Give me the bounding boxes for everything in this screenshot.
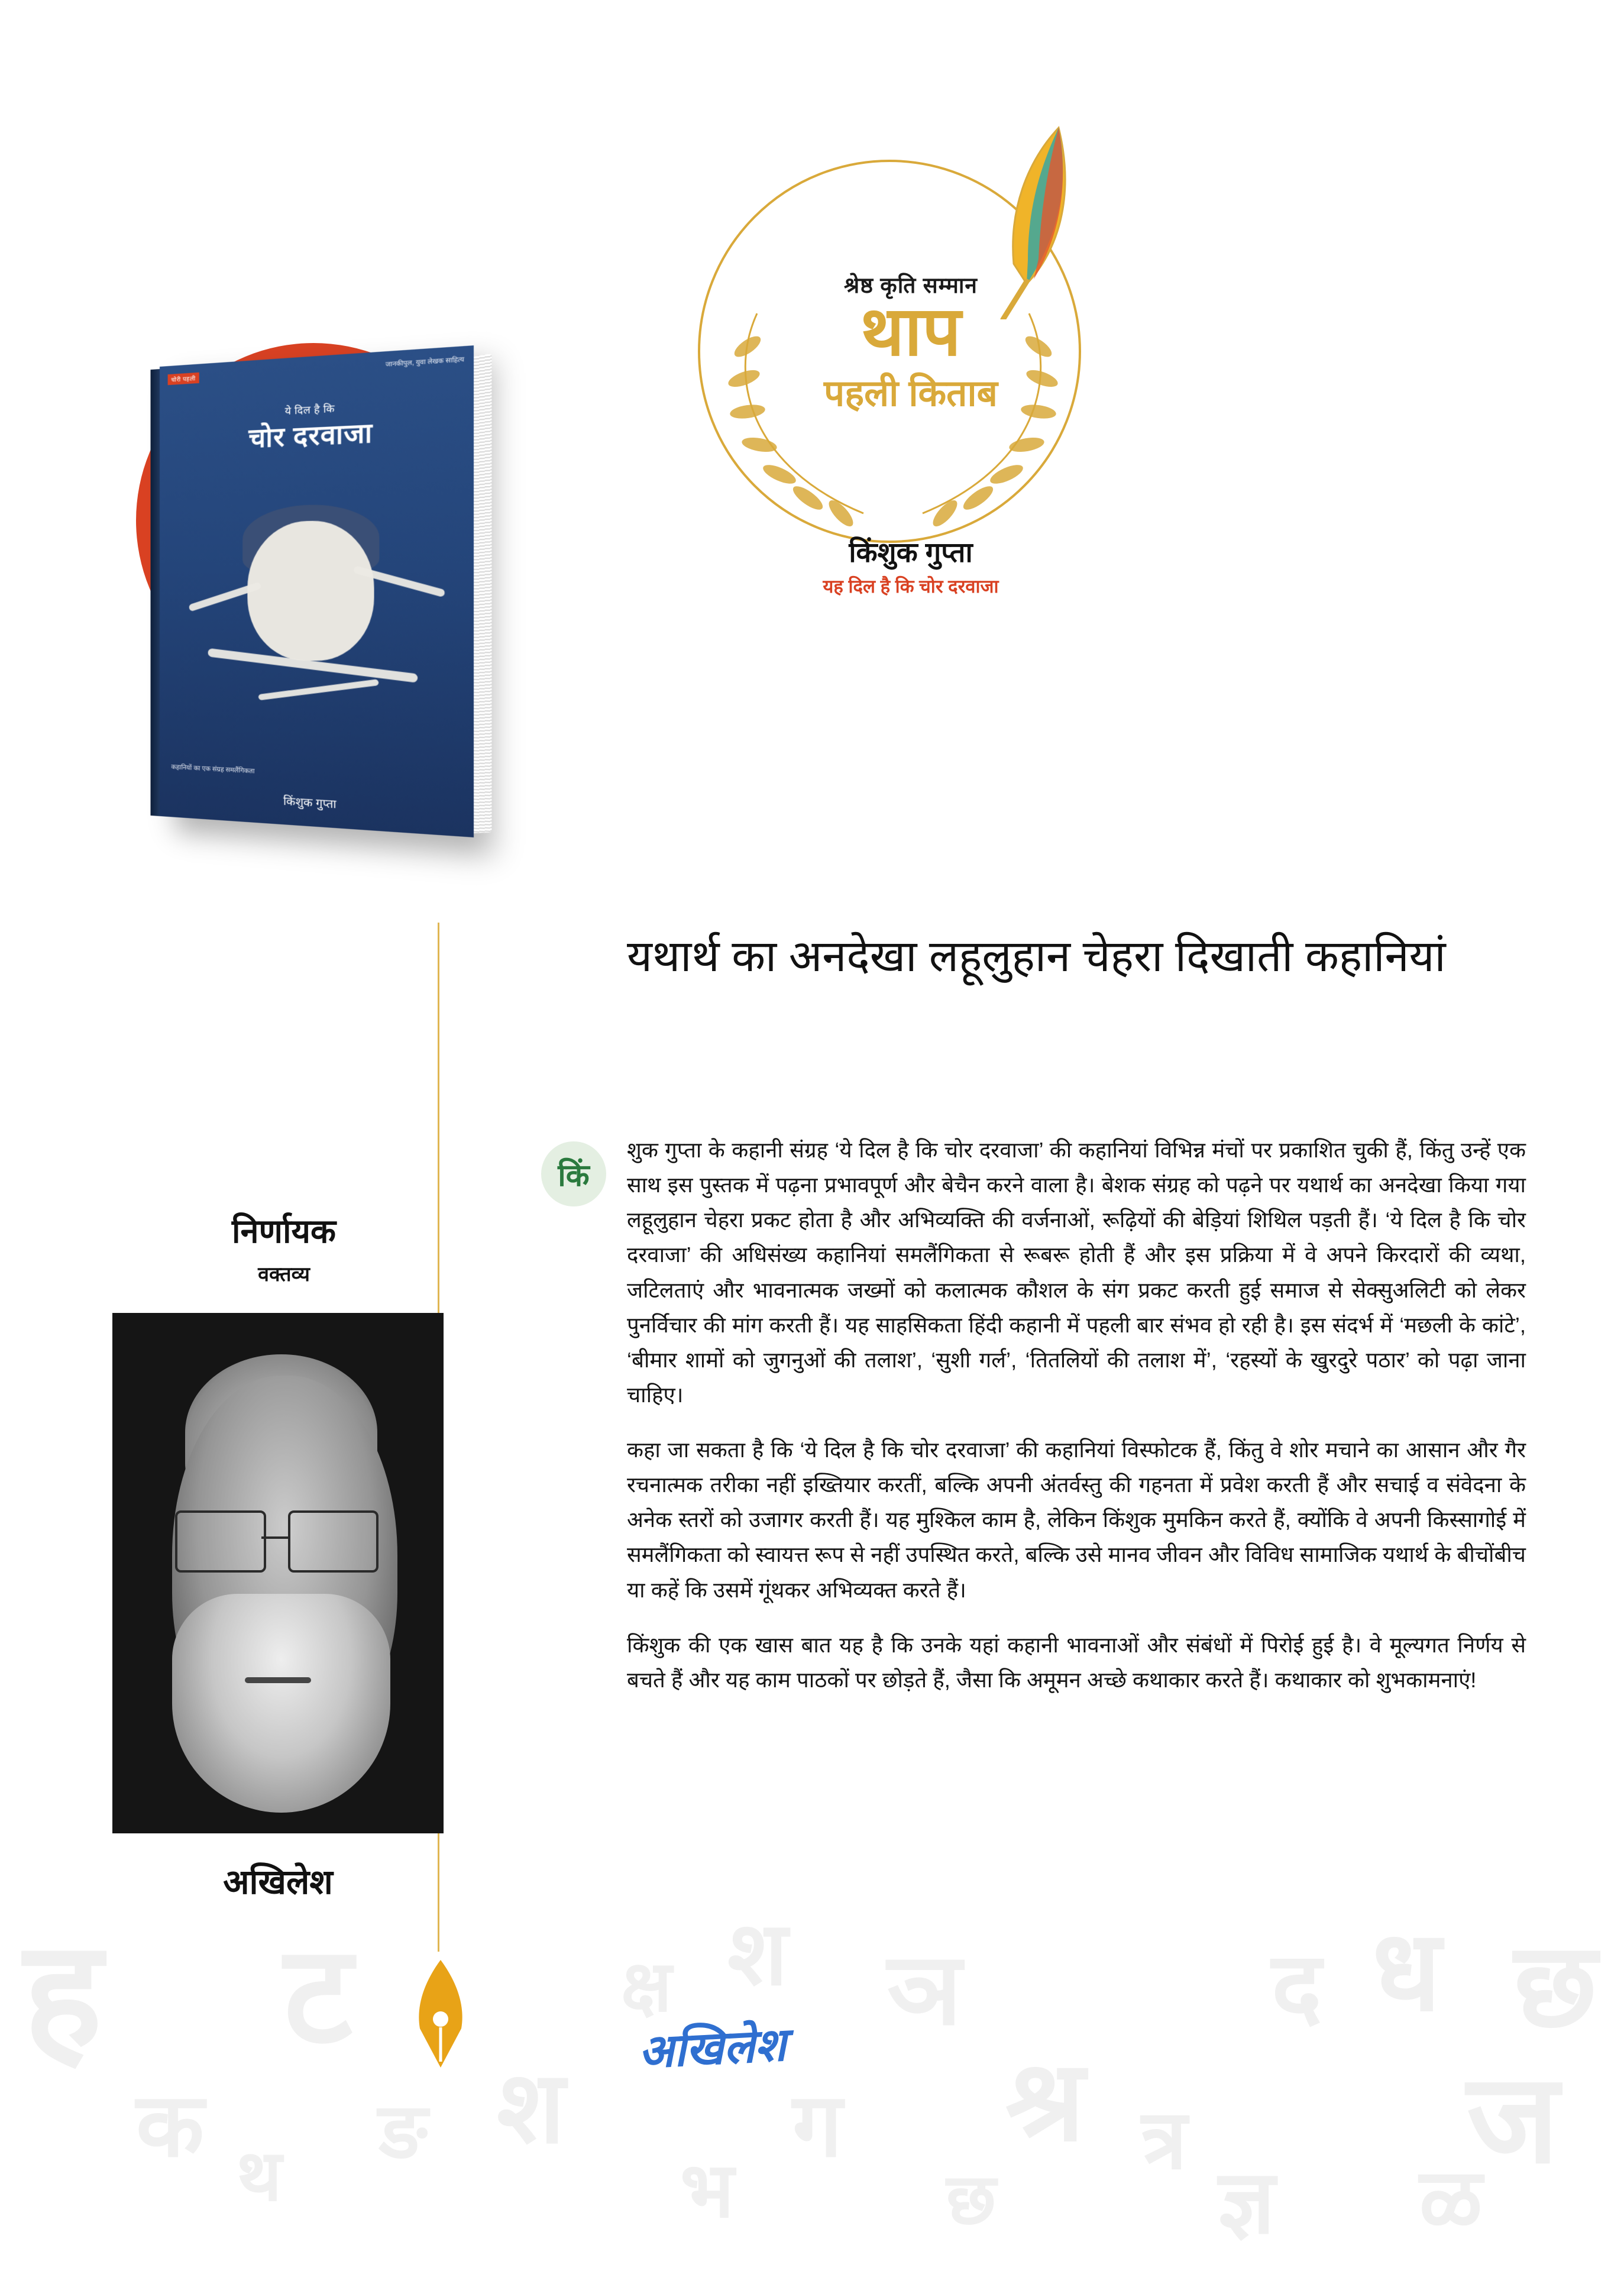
judge-name: अखिलेश (223, 1863, 333, 1901)
watermark-letter: ट (284, 1920, 352, 2071)
watermark-letter: श (497, 2053, 565, 2164)
article-paragraph: कहा जा सकता है कि ‘ये दिल है कि चोर दरवाजा’ की कहानियां विस्फोटक हैं, किंतु वे शोर मचाने का आसान और गैर रचनात्मक तरीका नहीं इख्तियार करतीं, बल्कि अपनी अंतर्वस्तु की गहनता में प्रवेश करती हैं और सचाई व संवेदना के अनेक स्तरों को उजागर करती हैं। यह मुश्किल काम है, लेकिन किंशुक मुमकिन करते हैं, क्योंकि वे अपनी किस्सागोई में समलैंगिकता को स्वायत्त रूप से नहीं उपस्थित करते, बल्कि उसे मानव जीवन और विविध सामाजिक यथार्थ के बीचोंबीच या कहें कि उसमें गूंथकर अभिव्यक्त करते हैं। (627, 1438, 1526, 1602)
watermark-letter: श (727, 1906, 788, 2004)
portrait-glasses-bridge (261, 1536, 288, 1539)
cover-author: किंशुक गुप्ता (283, 795, 337, 811)
cover-small-title: ये दिल है कि (284, 403, 335, 418)
cover-title: चोर दरवाजा (248, 418, 373, 454)
cover-top-right-note: जानकीपुल, युवा लेखक साहित्य (385, 355, 464, 368)
watermark-letter: छ (946, 2160, 997, 2239)
book-cover-image (89, 296, 574, 863)
judge-portrait (112, 1313, 444, 1833)
watermark-letter: ह (24, 1914, 102, 2078)
drop-cap: किं (541, 1141, 606, 1206)
portrait-mouth (245, 1677, 311, 1683)
book-pages-edge (473, 354, 492, 833)
judge-statement-title: निर्णायक (231, 1212, 337, 1250)
watermark-letter: भ (680, 2149, 735, 2234)
book-3d-render (160, 345, 474, 837)
page-title: यथार्थ का अनदेखा लहूलुहान चेहरा दिखाती कहानियां (627, 931, 1446, 981)
portrait-glasses-right (288, 1510, 379, 1573)
watermark-letter: त्र (1141, 2095, 1188, 2186)
book-front-cover (160, 345, 474, 837)
watermark-letter: ज (1467, 2052, 1559, 2189)
watermark-letter: श्र (1005, 2040, 1085, 2165)
article-body (627, 1133, 1526, 1717)
watermark-letter: क्ष (621, 1948, 672, 2026)
watermark-letter: छ (1514, 1921, 1597, 2052)
article-paragraph: किंशुक की एक खास बात यह है कि उनके यहां कहानी भावनाओं और संबंधों में पिरोई हुई है। वे मूल्यगत निर्णय से बचते हैं और यह काम पाठकों पर छोड़ते हैं, जैसा कि अमूमन अच्छे कथाकार करते हैं। कथाकार को शुभकामनाएं! (627, 1632, 1526, 1692)
fountain-pen-nib-icon (408, 1958, 473, 2070)
award-seal (662, 124, 1159, 639)
cover-artwork (183, 470, 447, 739)
cover-badge: चोरी पहली (168, 373, 199, 385)
seal-award-category: पहली किताब (824, 373, 998, 414)
watermark-letter: ञ (887, 1934, 962, 2046)
watermark-letter: ग (792, 2077, 843, 2175)
seal-award-label: श्रेष्ठ कृति सम्मान (844, 273, 978, 297)
cover-art-ribbon (258, 680, 379, 701)
article-paragraph: शुक गुप्ता के कहानी संग्रह ‘ये दिल है कि चोर दरवाजा’ की कहानियां विभिन्न मंचों पर प्रकाशित चुकी हैं, किंतु उन्हें एक साथ इस पुस्तक में पढ़ना प्रभावपूर्ण और बेचैन करने वाला है। बेशक संग्रह को पढ़ने पर यथार्थ का अनदेखा किया गया लहूलुहान चेहरा प्रकट होता है और अभिव्यक्ति की वर्जनाओं, रूढ़ियों की बेड़ियां शिथिल पड़ती हैं। ‘ये दिल है कि चोर दरवाजा’ की अधिसंख्य कहानियां समलैंगिकता से रूबरू होती हैं और इस प्रक्रिया में वे अपने किरदारों की व्यथा, जटिलताएं और भावनात्मक जख्मों को कलात्मक कौशल के संग प्रकट करती हुई समाज से सेक्सुअलिटी को लेकर पुनर्विचार की मांग करती हैं। यह साहसिकता हिंदी कहानी में पहली बार संभव हो रही है। इस संदर्भ में ‘मछली के कांटे’, ‘बीमार शामों को जुगनुओं की तलाश’, ‘सुशी गर्ल’, ‘तितलियों की तलाश में’, ‘रहस्यों के खुरदुरे पठार’ को पढ़ा जाना चाहिए। (627, 1138, 1526, 1407)
watermark-letter: द (1272, 1934, 1322, 2040)
award-book-title: यह दिल है कि चोर दरवाजा (823, 576, 999, 597)
watermark-letter: ज्ञ (1218, 2154, 1276, 2252)
watermark-letter: क (136, 2077, 205, 2175)
portrait-glasses-left (175, 1510, 266, 1573)
watermark-letter: ध (1372, 1910, 1441, 2034)
seal-award-name: थाप (860, 293, 962, 370)
cover-top-tags (168, 355, 464, 385)
award-author-name: किंशुक गुप्ता (849, 536, 973, 568)
watermark-letter: ळ (1419, 2154, 1483, 2246)
cover-art-head (248, 519, 374, 662)
judge-statement-subtitle: वक्तव्य (258, 1263, 310, 1286)
portrait-beard (172, 1594, 391, 1813)
watermark-letter: ङ (378, 2089, 428, 2175)
handwritten-signature: अखिलेश (637, 2018, 788, 2078)
watermark-letter: थ (237, 2137, 282, 2215)
cover-bottom-note: कहानियों का एक संग्रह समलैंगिकता (171, 764, 255, 776)
